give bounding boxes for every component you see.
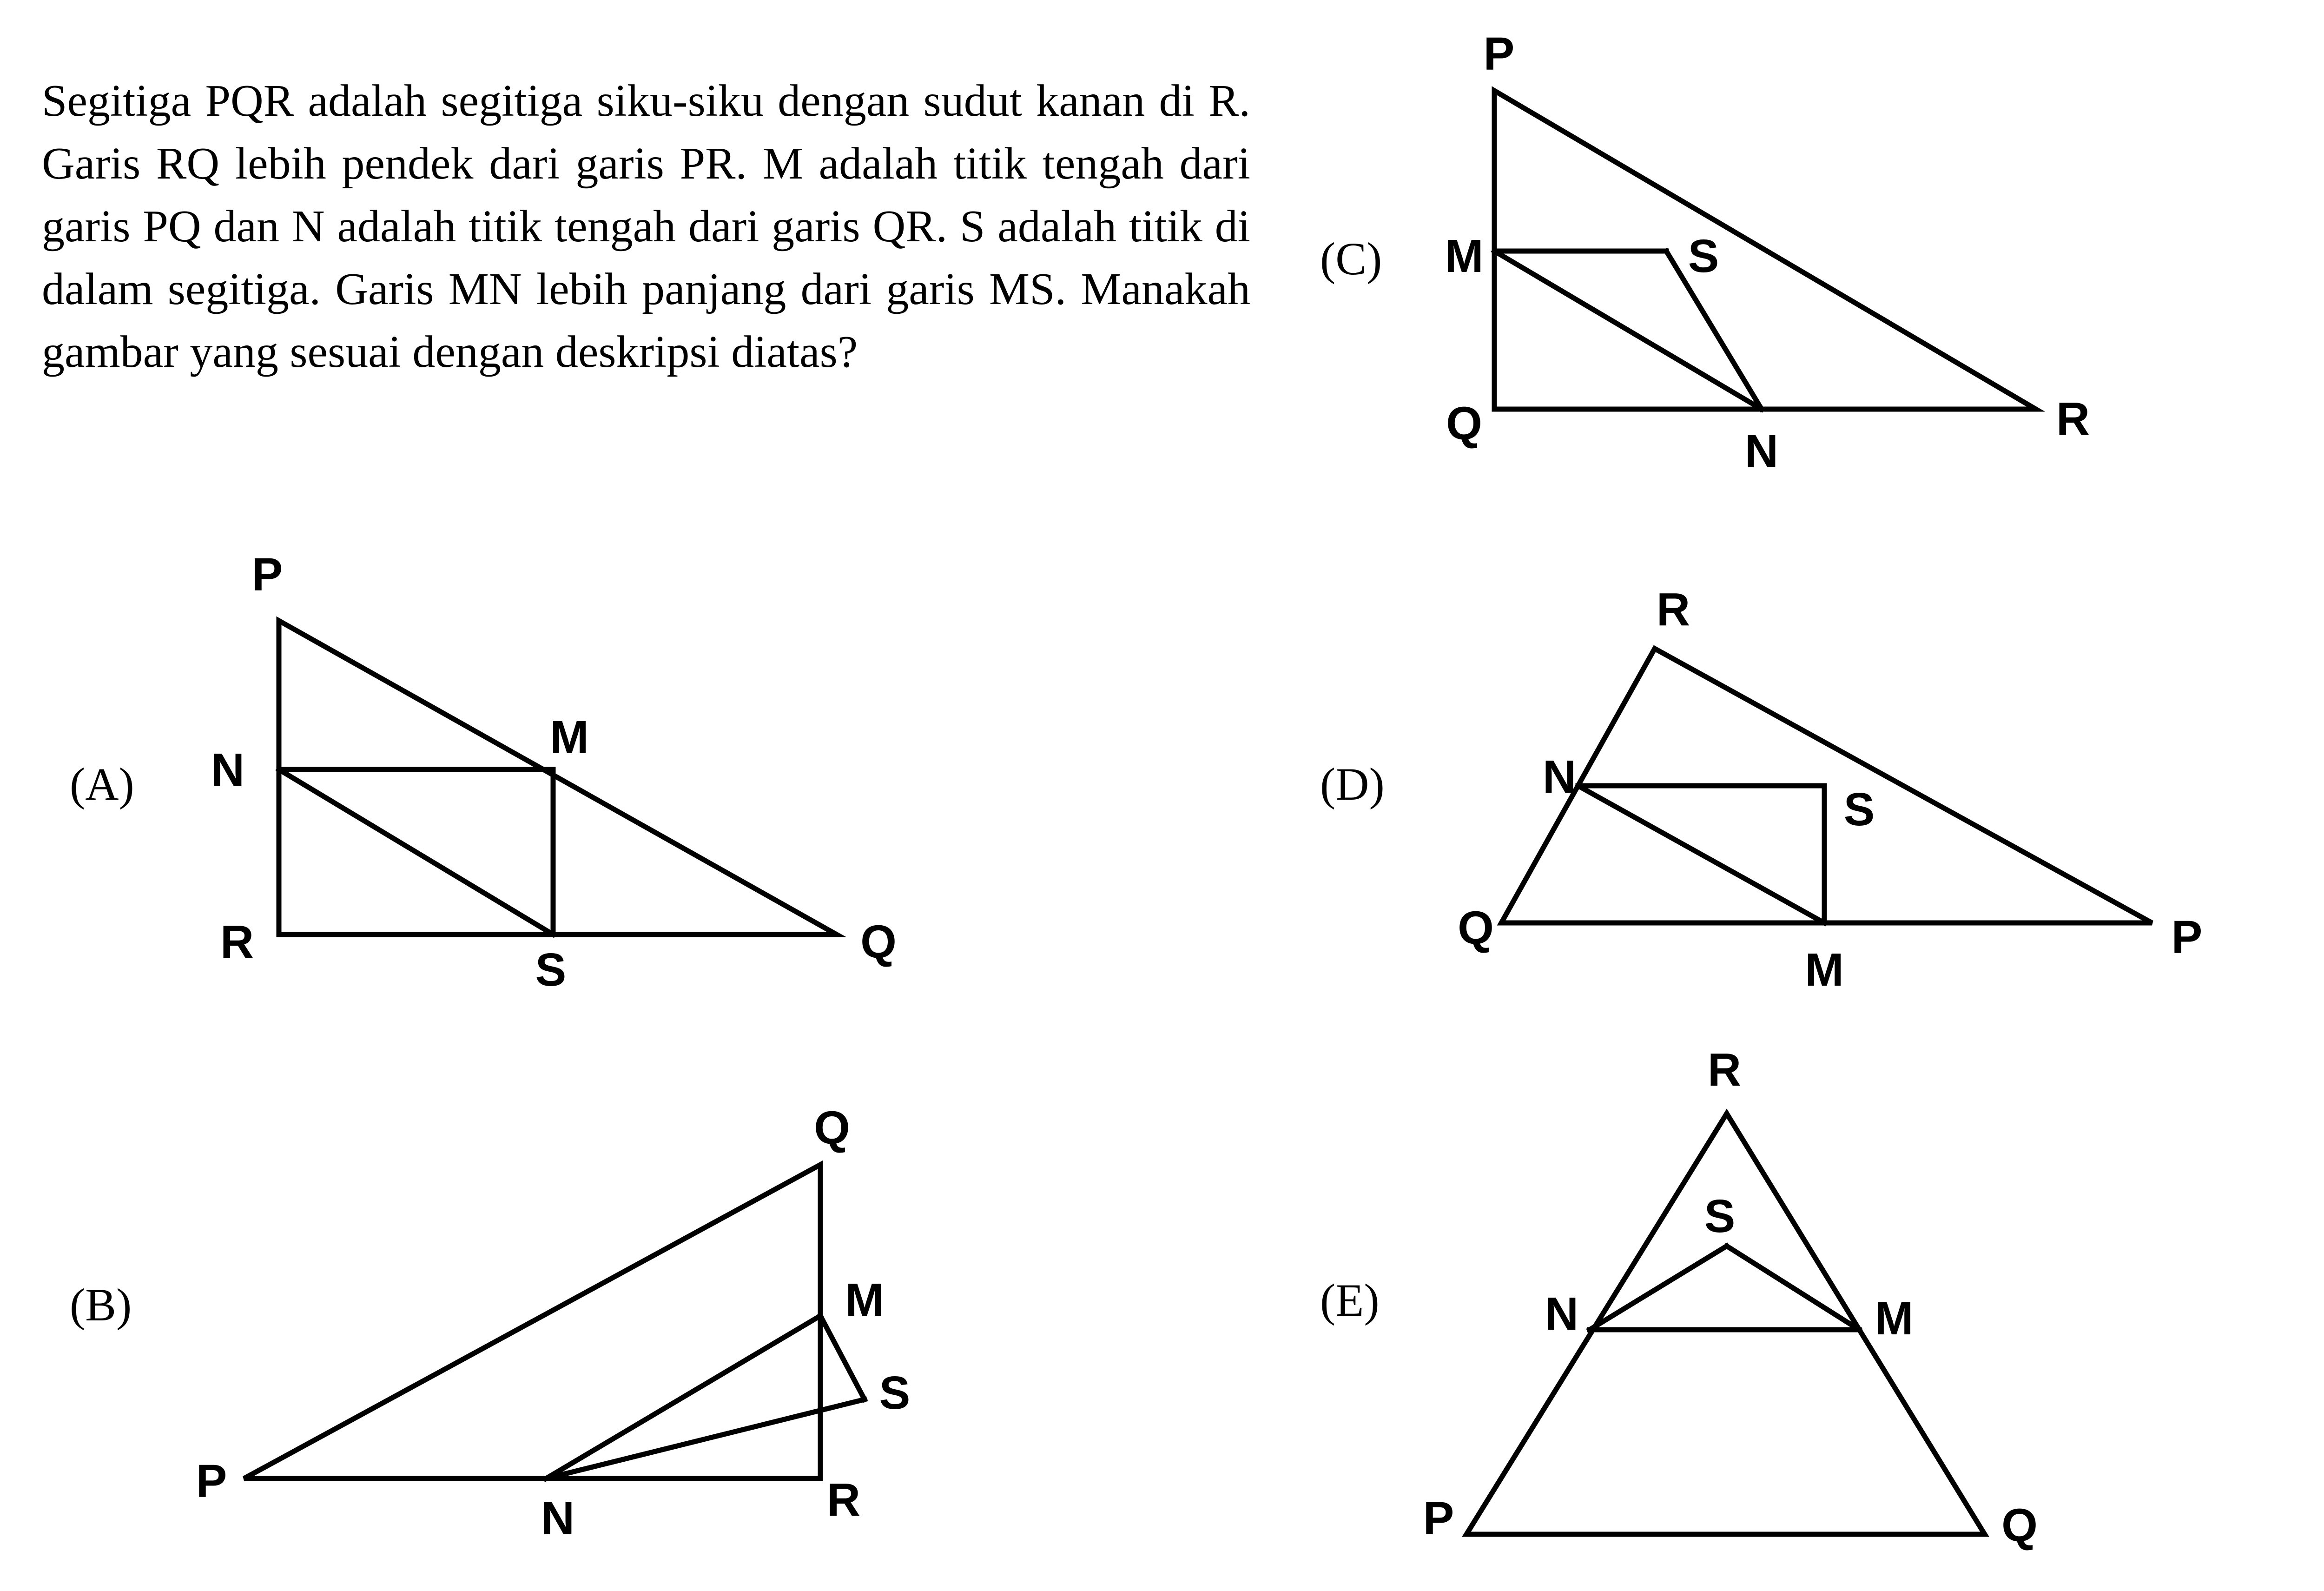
option-c-point-p: P xyxy=(1483,28,1515,80)
option-b-figure xyxy=(70,1102,910,1545)
option-b-segment-ns xyxy=(546,1399,865,1478)
option-e-label: (E) xyxy=(1320,1274,1380,1326)
option-b-point-m: M xyxy=(845,1274,884,1326)
option-d-point-p: P xyxy=(2171,911,2203,963)
option-c-segment-mn xyxy=(1494,251,1762,409)
option-e-segment-sm xyxy=(1727,1246,1859,1330)
option-b-point-r: R xyxy=(826,1474,861,1526)
option-a-point-p: P xyxy=(251,549,283,601)
option-c-figure xyxy=(1320,28,2090,477)
option-e-point-p: P xyxy=(1423,1492,1454,1545)
option-c-point-r: R xyxy=(2056,393,2090,445)
option-d-point-m: M xyxy=(1805,944,1844,996)
option-d-segment-nm xyxy=(1578,786,1824,923)
option-e-point-s: S xyxy=(1704,1190,1736,1242)
option-b-label: (B) xyxy=(70,1279,132,1331)
option-d-label: (D) xyxy=(1320,758,1385,810)
option-b-point-p: P xyxy=(196,1455,227,1507)
option-c-point-n: N xyxy=(1744,425,1779,477)
option-e-point-r: R xyxy=(1707,1044,1742,1096)
option-c-point-s: S xyxy=(1688,230,1719,282)
question-text: Segitiga PQR adalah segitiga siku-siku dengan sudut kanan di R. Garis RQ lebih pendek dari garis PR. M adalah titik tengah dari garis PQ dan N adalah titik tengah dari garis QR. S adalah titik di dalam segitiga. Garis MN lebih panjang dari garis MS. Manakah gambar yang sesuai dengan deskripsi diatas? xyxy=(42,76,1250,377)
option-a-label: (A) xyxy=(70,758,134,810)
option-d-point-q: Q xyxy=(1458,902,1494,954)
option-d-point-s: S xyxy=(1843,783,1875,835)
option-e-point-n: N xyxy=(1545,1288,1579,1340)
option-b-segment-nm xyxy=(546,1316,820,1478)
option-c-label: (C) xyxy=(1320,233,1382,285)
option-e-point-m: M xyxy=(1875,1293,1914,1345)
option-a-triangle xyxy=(279,621,837,935)
option-d-point-n: N xyxy=(1542,751,1577,803)
option-d-figure xyxy=(1320,583,2202,996)
option-b-point-s: S xyxy=(879,1367,911,1419)
option-a-point-s: S xyxy=(535,944,567,996)
option-b-point-q: Q xyxy=(814,1102,850,1154)
option-d-point-r: R xyxy=(1656,583,1690,636)
option-a-point-q: Q xyxy=(860,916,897,968)
option-c-point-m: M xyxy=(1445,230,1484,282)
option-a-segment-ns xyxy=(279,769,553,935)
option-e-segment-ns xyxy=(1590,1246,1727,1330)
option-c-point-q: Q xyxy=(1446,398,1482,450)
option-e-point-q: Q xyxy=(2001,1499,2038,1551)
option-a-figure xyxy=(70,549,897,996)
option-e-figure xyxy=(1320,1044,2038,1551)
option-a-point-m: M xyxy=(550,711,589,763)
option-a-point-n: N xyxy=(211,744,245,796)
option-a-point-r: R xyxy=(220,916,254,968)
option-b-point-n: N xyxy=(541,1492,575,1545)
option-b-segment-ms xyxy=(820,1316,865,1399)
